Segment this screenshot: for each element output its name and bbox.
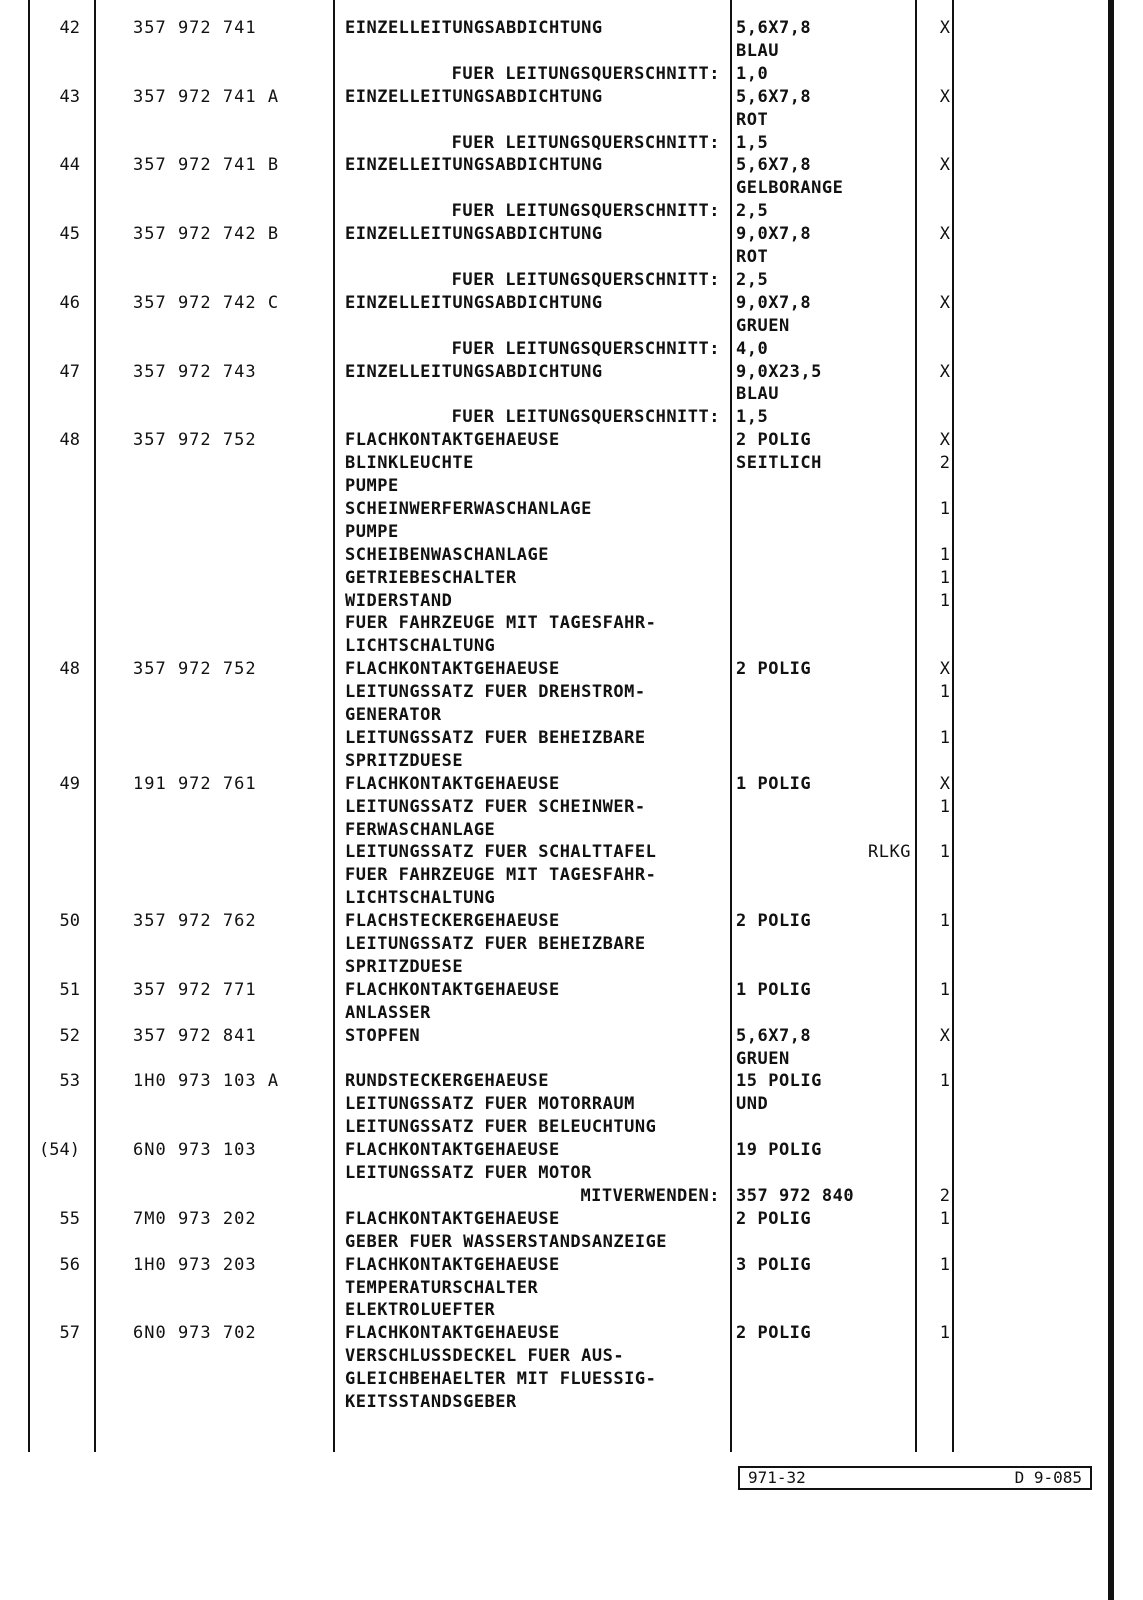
part-number: 357 972 771 <box>133 979 257 1000</box>
part-description: FERWASCHANLAGE <box>345 819 496 840</box>
part-description: LICHTSCHALTUNG <box>345 888 496 909</box>
table-row <box>0 841 1143 864</box>
part-description: WIDERSTAND <box>345 590 453 611</box>
part-description: FLACHSTECKERGEHAEUSE <box>345 911 560 932</box>
table-row <box>0 17 1143 40</box>
part-description: SPRITZDUESE <box>345 956 464 977</box>
part-description: GEBER FUER WASSERSTANDSANZEIGE <box>345 1231 668 1252</box>
part-quantity: 1 <box>939 682 950 703</box>
part-spec: 2 POLIG <box>736 1323 812 1344</box>
part-quantity: 1 <box>939 1208 950 1229</box>
part-quantity: 1 <box>939 796 950 817</box>
part-description: ANLASSER <box>345 1002 431 1023</box>
part-number: 357 972 742 C <box>133 292 280 313</box>
table-row <box>0 1070 1143 1093</box>
table-row <box>0 956 1143 979</box>
part-number: 357 972 741 B <box>133 155 280 176</box>
part-spec: 5,6X7,8 <box>736 155 812 176</box>
part-number: 357 972 752 <box>133 659 257 680</box>
item-number: 47 <box>59 361 80 382</box>
table-row <box>0 704 1143 727</box>
item-number: 43 <box>59 86 80 107</box>
table-row <box>0 750 1143 773</box>
table-row <box>0 635 1143 658</box>
part-spec: 1 POLIG <box>736 979 812 1000</box>
part-quantity: 2 <box>939 1185 950 1206</box>
page-code: D 9-085 <box>1014 1468 1082 1487</box>
part-hint: FUER LEITUNGSQUERSCHNITT: <box>451 269 720 290</box>
item-number: 49 <box>59 773 80 794</box>
table-row <box>0 1368 1143 1391</box>
part-spec: 5,6X7,8 <box>736 18 812 38</box>
table-row <box>0 452 1143 475</box>
part-description: BLINKLEUCHTE <box>345 453 474 474</box>
table-row <box>0 658 1143 681</box>
item-number: 48 <box>59 430 80 451</box>
part-spec: BLAU <box>736 384 779 405</box>
table-row <box>0 1002 1143 1025</box>
part-description: LEITUNGSSATZ FUER MOTORRAUM <box>345 1094 635 1115</box>
part-number: 357 972 841 <box>133 1025 257 1046</box>
table-row <box>0 567 1143 590</box>
part-description: ELEKTROLUEFTER <box>345 1300 496 1321</box>
part-spec: 9,0X7,8 <box>736 224 812 245</box>
table-row <box>0 1322 1143 1345</box>
table-row <box>0 315 1143 338</box>
item-number: 50 <box>59 911 80 932</box>
table-row <box>0 1391 1143 1414</box>
part-description: STOPFEN <box>345 1025 421 1046</box>
part-hint: FUER LEITUNGSQUERSCHNITT: <box>451 63 720 84</box>
part-description: LEITUNGSSATZ FUER SCHALTTAFEL <box>345 842 657 863</box>
table-row <box>0 1139 1143 1162</box>
part-quantity: X <box>939 430 950 451</box>
part-note: RLKG <box>868 842 911 863</box>
table-row <box>0 590 1143 613</box>
part-description: LEITUNGSSATZ FUER BEHEIZBARE <box>345 934 646 954</box>
part-description: LICHTSCHALTUNG <box>345 636 496 657</box>
part-number: 357 972 741 A <box>133 86 280 107</box>
part-quantity: 1 <box>939 498 950 519</box>
part-hint: FUER LEITUNGSQUERSCHNITT: <box>451 132 720 153</box>
part-quantity: 1 <box>939 1254 950 1275</box>
table-row <box>0 544 1143 567</box>
part-description: LEITUNGSSATZ FUER DREHSTROM- <box>345 682 646 703</box>
part-description: SCHEINWERFERWASCHANLAGE <box>345 498 592 519</box>
part-spec: ROT <box>736 247 769 267</box>
part-spec: 3 POLIG <box>736 1254 812 1275</box>
part-spec: GRUEN <box>736 1048 790 1069</box>
part-spec: 1,5 <box>736 132 769 153</box>
item-number: 45 <box>59 224 80 245</box>
part-description: VERSCHLUSSDECKEL FUER AUS- <box>345 1346 625 1367</box>
table-row <box>0 406 1143 429</box>
part-description: FLACHKONTAKTGEHAEUSE <box>345 1140 560 1161</box>
part-number: 357 972 743 <box>133 361 257 382</box>
part-description: FLACHKONTAKTGEHAEUSE <box>345 430 560 451</box>
table-row <box>0 223 1143 246</box>
table-row <box>0 1208 1143 1231</box>
part-description: PUMPE <box>345 476 399 496</box>
part-spec: GRUEN <box>736 315 790 336</box>
part-description: GENERATOR <box>345 705 442 725</box>
part-number: 357 972 741 <box>133 18 257 38</box>
part-number: 191 972 761 <box>133 773 257 794</box>
part-description: FUER FAHRZEUGE MIT TAGESFAHR- <box>345 865 657 886</box>
table-row <box>0 1185 1143 1208</box>
part-description: EINZELLEITUNGSABDICHTUNG <box>345 18 603 38</box>
part-quantity: X <box>939 155 950 176</box>
part-quantity: X <box>939 773 950 794</box>
part-description: PUMPE <box>345 521 399 542</box>
item-number: 46 <box>59 292 80 313</box>
table-row <box>0 773 1143 796</box>
part-quantity: X <box>939 18 950 38</box>
part-number: 357 972 752 <box>133 430 257 451</box>
part-quantity: X <box>939 361 950 382</box>
item-number: 44 <box>59 155 80 176</box>
table-row <box>0 498 1143 521</box>
part-quantity: X <box>939 659 950 680</box>
item-number: 56 <box>59 1254 80 1275</box>
table-row <box>0 475 1143 498</box>
part-description: LEITUNGSSATZ FUER BEHEIZBARE <box>345 727 646 748</box>
table-row <box>0 154 1143 177</box>
table-row <box>0 887 1143 910</box>
part-spec: 1 POLIG <box>736 773 812 794</box>
table-row <box>0 132 1143 155</box>
part-description: GLEICHBEHAELTER MIT FLUESSIG- <box>345 1369 657 1390</box>
item-number: 52 <box>59 1025 80 1046</box>
part-number: 7M0 973 202 <box>133 1208 257 1229</box>
part-hint: FUER LEITUNGSQUERSCHNITT: <box>451 338 720 359</box>
item-number: 42 <box>59 18 80 38</box>
part-number: 1H0 973 103 A <box>133 1071 280 1092</box>
table-row <box>0 177 1143 200</box>
part-description: GETRIEBESCHALTER <box>345 567 517 588</box>
table-row <box>0 727 1143 750</box>
part-spec: GELBORANGE <box>736 178 844 199</box>
part-spec: 2,5 <box>736 269 769 290</box>
part-quantity: 1 <box>939 590 950 611</box>
table-row <box>0 1277 1143 1300</box>
part-description: EINZELLEITUNGSABDICHTUNG <box>345 155 603 176</box>
part-number: 357 972 742 B <box>133 224 280 245</box>
part-spec: SEITLICH <box>736 453 822 474</box>
part-description: FLACHKONTAKTGEHAEUSE <box>345 1323 560 1344</box>
part-spec: 9,0X7,8 <box>736 292 812 313</box>
part-description: FLACHKONTAKTGEHAEUSE <box>345 659 560 680</box>
table-row <box>0 1231 1143 1254</box>
table-row <box>0 200 1143 223</box>
table-row <box>0 1025 1143 1048</box>
part-description: LEITUNGSSATZ FUER MOTOR <box>345 1163 592 1183</box>
item-number: 48 <box>59 659 80 680</box>
item-number: 51 <box>59 979 80 1000</box>
part-spec: 2,5 <box>736 201 769 222</box>
part-description: FLACHKONTAKTGEHAEUSE <box>345 1254 560 1275</box>
table-row <box>0 429 1143 452</box>
part-spec: 2 POLIG <box>736 659 812 680</box>
part-description: SCHEIBENWASCHANLAGE <box>345 544 549 565</box>
part-description: LEITUNGSSATZ FUER SCHEINWER- <box>345 796 646 817</box>
table-row <box>0 383 1143 406</box>
table-row <box>0 1048 1143 1071</box>
table-row <box>0 1093 1143 1116</box>
part-number: 6N0 973 103 <box>133 1140 257 1161</box>
part-description: EINZELLEITUNGSABDICHTUNG <box>345 224 603 245</box>
table-row <box>0 796 1143 819</box>
table-row <box>0 338 1143 361</box>
part-spec: 2 POLIG <box>736 430 812 451</box>
part-description: EINZELLEITUNGSABDICHTUNG <box>345 292 603 313</box>
item-number: (54) <box>39 1140 80 1161</box>
part-spec: 2 POLIG <box>736 911 812 932</box>
part-description: KEITSSTANDSGEBER <box>345 1392 517 1412</box>
part-description: FLACHKONTAKTGEHAEUSE <box>345 773 560 794</box>
table-row <box>0 612 1143 635</box>
table-row <box>0 86 1143 109</box>
part-description: EINZELLEITUNGSABDICHTUNG <box>345 361 603 382</box>
part-description: SPRITZDUESE <box>345 750 464 771</box>
part-spec: 15 POLIG <box>736 1071 822 1092</box>
part-quantity: 1 <box>939 1071 950 1092</box>
part-spec: 1,0 <box>736 63 769 84</box>
table-row <box>0 910 1143 933</box>
part-quantity: X <box>939 86 950 107</box>
part-hint: MITVERWENDEN: <box>580 1185 720 1206</box>
part-description: TEMPERATURSCHALTER <box>345 1277 539 1298</box>
table-row <box>0 40 1143 63</box>
part-spec: ROT <box>736 109 769 130</box>
table-row <box>0 864 1143 887</box>
part-spec: 19 POLIG <box>736 1140 822 1161</box>
table-row <box>0 1345 1143 1368</box>
table-row <box>0 1162 1143 1185</box>
part-quantity: 1 <box>939 544 950 565</box>
table-row <box>0 292 1143 315</box>
part-hint: FUER LEITUNGSQUERSCHNITT: <box>451 407 720 428</box>
part-spec: BLAU <box>736 40 779 61</box>
part-hint: FUER LEITUNGSQUERSCHNITT: <box>451 201 720 222</box>
table-row <box>0 819 1143 842</box>
table-row <box>0 269 1143 292</box>
part-number: 1H0 973 203 <box>133 1254 257 1275</box>
table-row <box>0 681 1143 704</box>
part-spec: 357 972 840 <box>736 1185 855 1206</box>
table-row <box>0 979 1143 1002</box>
part-spec: 5,6X7,8 <box>736 86 812 107</box>
part-quantity: 1 <box>939 911 950 932</box>
part-spec: 2 POLIG <box>736 1208 812 1229</box>
part-quantity: 1 <box>939 1323 950 1344</box>
table-row <box>0 521 1143 544</box>
part-description: LEITUNGSSATZ FUER BELEUCHTUNG <box>345 1117 657 1138</box>
table-row <box>0 246 1143 269</box>
table-row <box>0 1254 1143 1277</box>
part-quantity: 1 <box>939 842 950 863</box>
table-row <box>0 1116 1143 1139</box>
table-row <box>0 109 1143 132</box>
item-number: 53 <box>59 1071 80 1092</box>
part-description: FUER FAHRZEUGE MIT TAGESFAHR- <box>345 613 657 634</box>
table-row <box>0 933 1143 956</box>
table-row <box>0 63 1143 86</box>
part-spec: 4,0 <box>736 338 769 359</box>
part-spec: 5,6X7,8 <box>736 1025 812 1046</box>
part-spec: 9,0X23,5 <box>736 361 822 382</box>
part-description: EINZELLEITUNGSABDICHTUNG <box>345 86 603 107</box>
part-description: RUNDSTECKERGEHAEUSE <box>345 1071 549 1092</box>
item-number: 57 <box>59 1323 80 1344</box>
part-spec: 1,5 <box>736 407 769 428</box>
part-number: 6N0 973 702 <box>133 1323 257 1344</box>
table-row <box>0 361 1143 384</box>
page-reference-box <box>738 1466 1092 1490</box>
part-spec: UND <box>736 1094 769 1115</box>
part-quantity: X <box>939 1025 950 1046</box>
item-number: 55 <box>59 1208 80 1229</box>
part-quantity: 2 <box>939 453 950 474</box>
part-quantity: X <box>939 224 950 245</box>
page-section: 971-32 <box>748 1468 806 1487</box>
part-quantity: 1 <box>939 727 950 748</box>
table-row <box>0 1299 1143 1322</box>
part-quantity: X <box>939 292 950 313</box>
part-number: 357 972 762 <box>133 911 257 932</box>
part-quantity: 1 <box>939 567 950 588</box>
part-description: FLACHKONTAKTGEHAEUSE <box>345 979 560 1000</box>
part-description: FLACHKONTAKTGEHAEUSE <box>345 1208 560 1229</box>
part-quantity: 1 <box>939 979 950 1000</box>
